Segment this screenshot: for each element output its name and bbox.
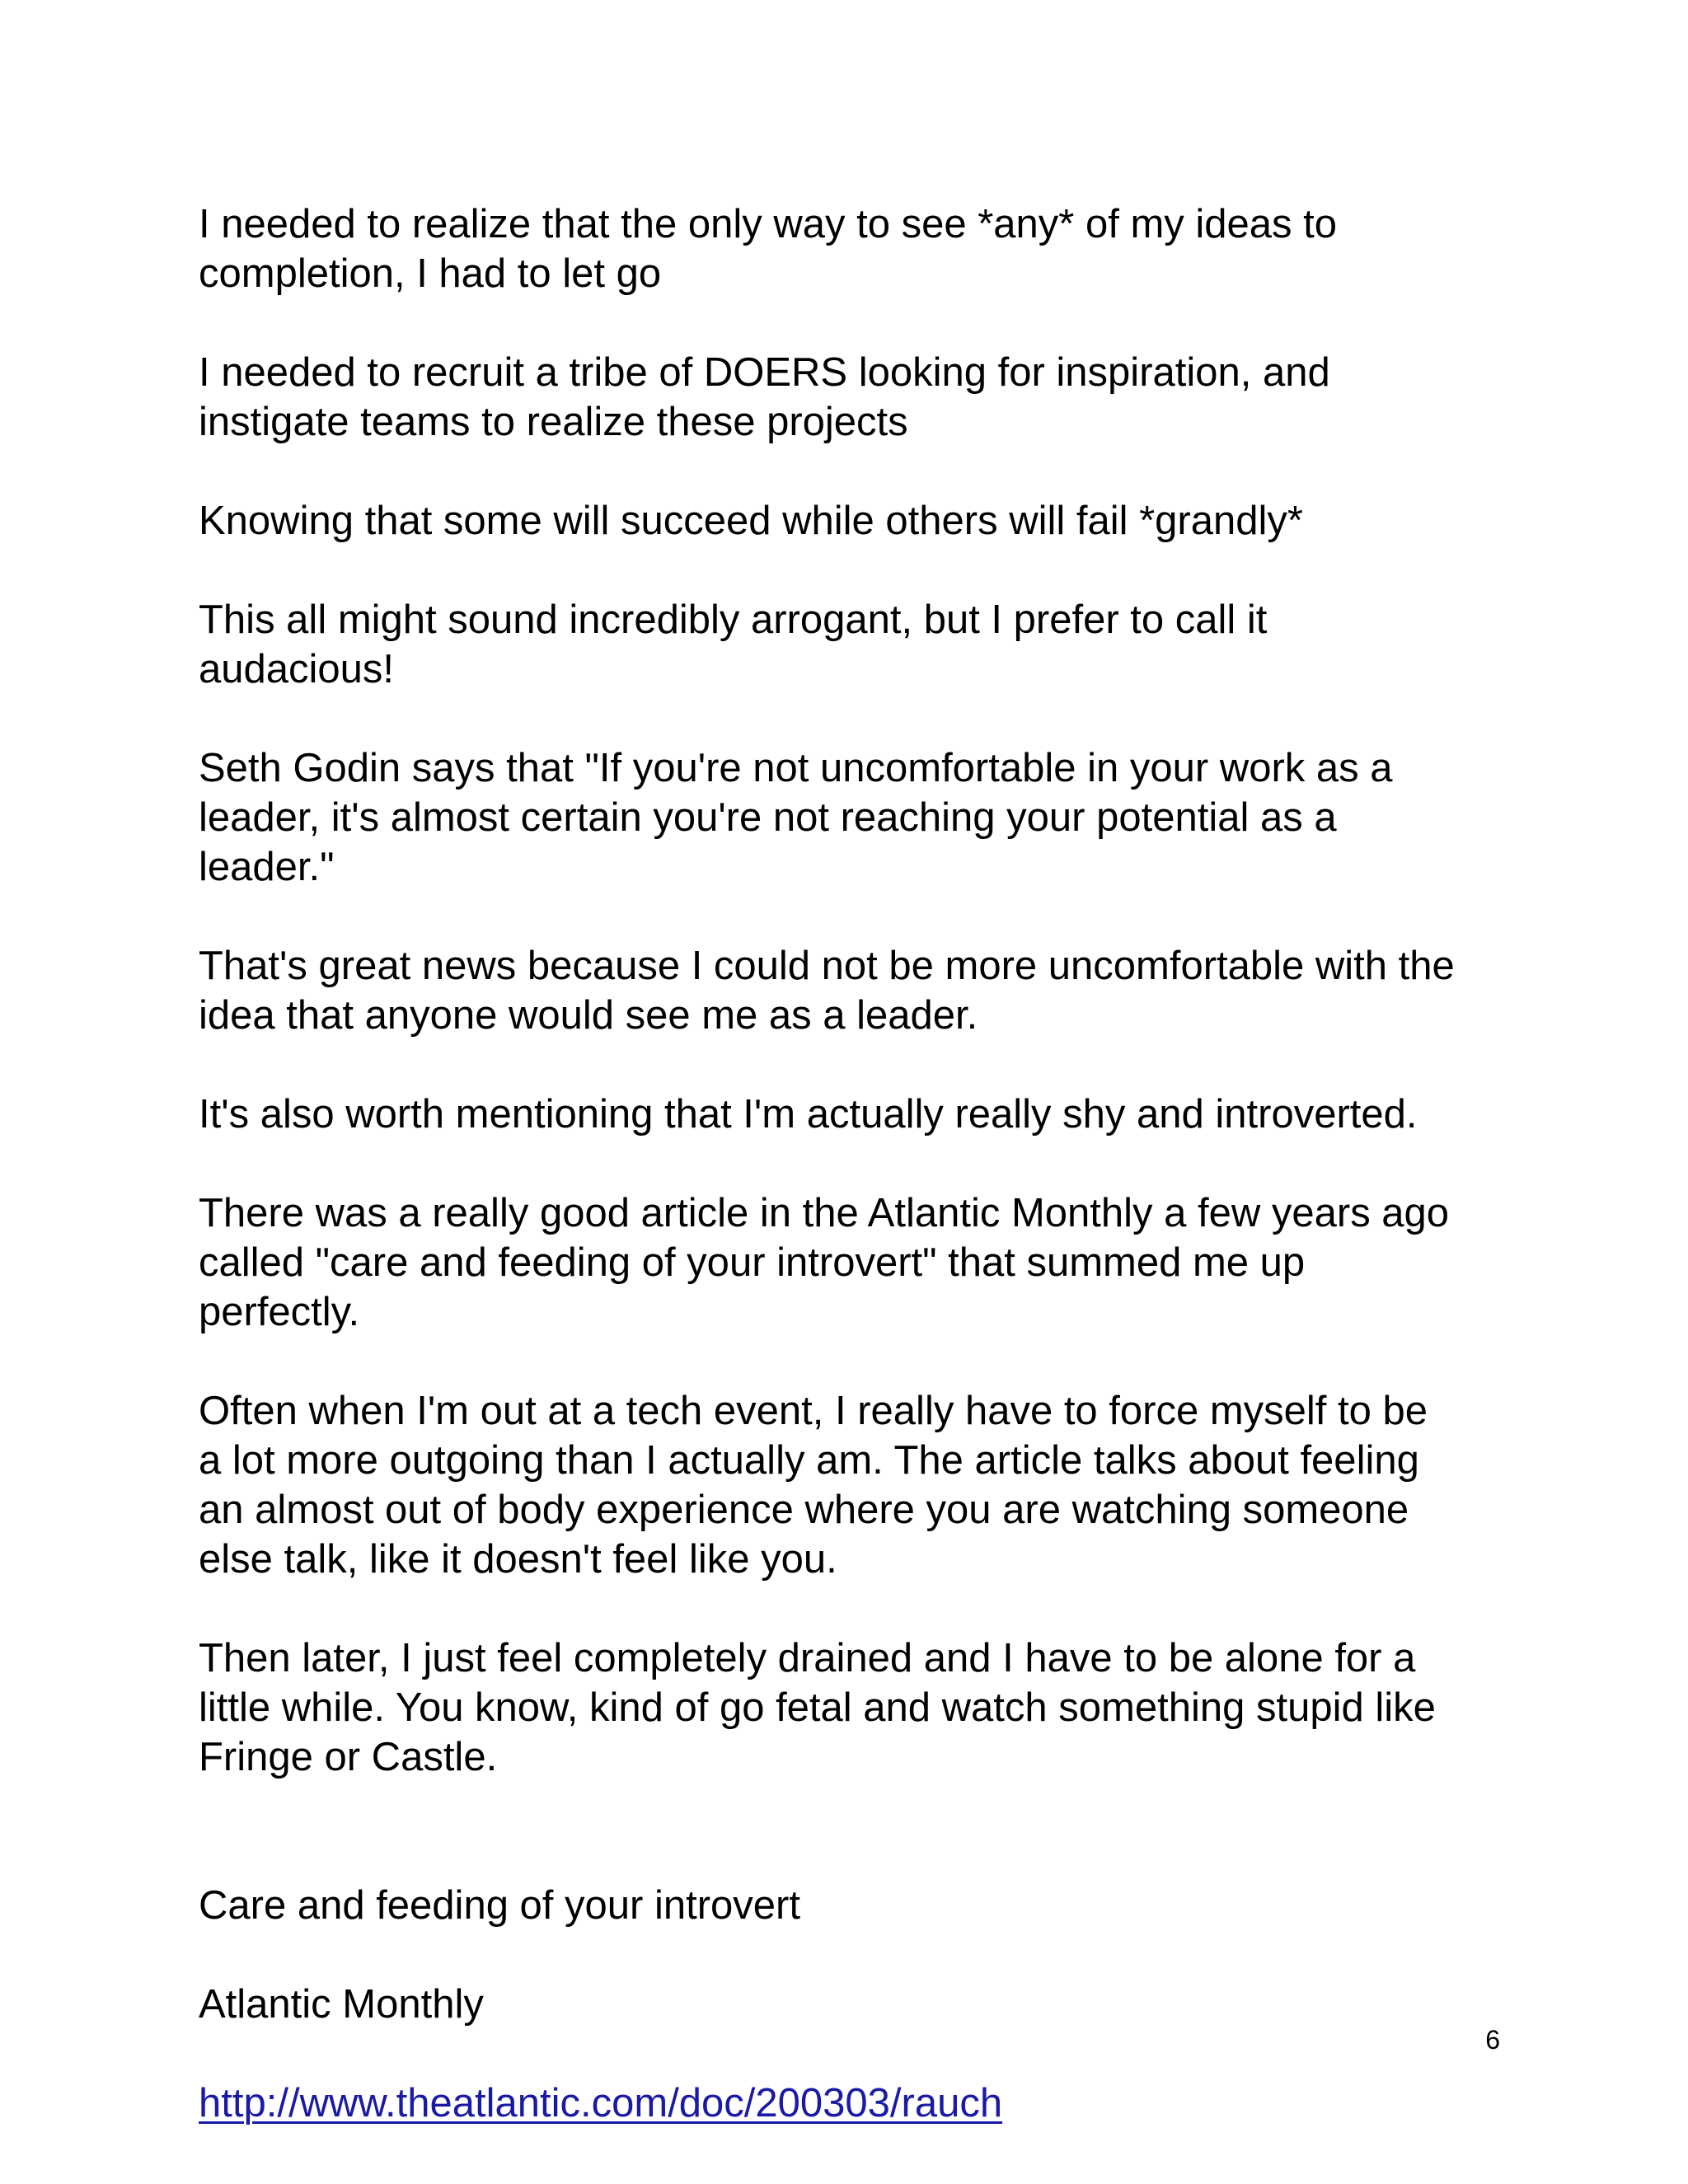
reference-title: Care and feeding of your introvert [199,1883,800,1928]
paragraph: That's great news because I could not be more uncomfortable with the idea that anyone would see me as a leader. [199,944,1455,1038]
paragraph: I needed to realize that the only way to see *any* of my ideas to completion, I had to let go [199,202,1337,296]
reference-publication: Atlantic Monthly [199,1982,484,2027]
paragraph: Then later, I just feel completely drained and I have to be alone for a little while. You know, kind of go fetal and watch something stupid like Fringe or Castle. [199,1636,1436,1779]
paragraph: Knowing that some will succeed while others will fail *grandly* [199,499,1303,543]
paragraph: This all might sound incredibly arrogant, but I prefer to call it audacious! [199,598,1268,691]
page-body [199,199,1501,2177]
reference-link[interactable]: http://www.theatlantic.com/doc/200303/rauch [199,2081,1003,2125]
paragraph: It's also worth mentioning that I'm actually really shy and introverted. [199,1092,1418,1137]
paragraph: Seth Godin says that "If you're not uncomfortable in your work as a leader, it's almost certain you're not reaching your potential as a leader." [199,746,1393,889]
page-number: 6 [1485,2025,1500,2055]
paragraph: I needed to recruit a tribe of DOERS looking for inspiration, and instigate teams to realize these projects [199,350,1330,444]
paragraph: There was a really good article in the Atlantic Monthly a few years ago called "care and feeding of your introvert" that summed me up perfectly. [199,1191,1450,1334]
paragraph: Often when I'm out at a tech event, I really have to force myself to be a lot more outgoing than I actually am. The article talks about feeling an almost out of body experience where you are watching someone else talk, like it doesn't feel like you. [199,1389,1428,1582]
reference-block [199,1831,1501,2177]
